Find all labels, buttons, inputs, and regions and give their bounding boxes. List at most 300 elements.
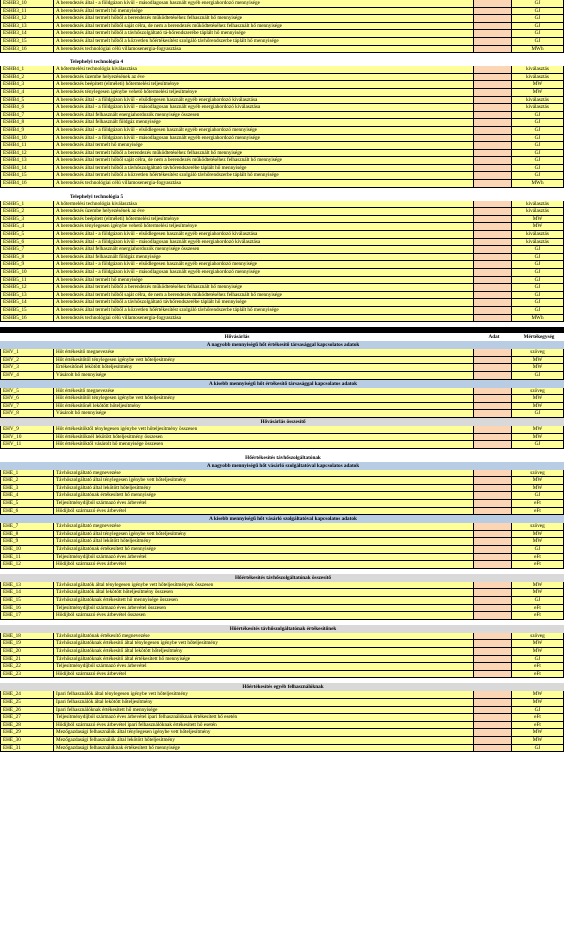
row-code: ÉSHB4_12 (0, 150, 54, 158)
data-input-cell[interactable] (474, 142, 512, 150)
data-input-cell[interactable] (474, 127, 512, 135)
row-description: A berendezés technológiai célú villamosenergia-fogyasztása (54, 315, 474, 323)
row-code: ÉHÉ_24 (0, 691, 54, 699)
table-row (0, 737, 564, 745)
section-title (0, 58, 564, 66)
row-code: ÉSHB4_9 (0, 127, 54, 135)
data-input-cell[interactable] (474, 722, 512, 730)
row-description: Hőt értékesítőknél lekötött hőteljesítmény összesen (54, 434, 474, 442)
row-description: A berendezés által - a földgázon kívül - másodlagosan használt egyéb energiahordozó kiválasztása (54, 104, 474, 112)
row-unit: GJ (512, 269, 564, 277)
data-input-cell[interactable] (474, 729, 512, 737)
row-description: Teljesítménydíjból származó éves árbevétel (54, 554, 474, 562)
row-code: ÉSHB5_9 (0, 261, 54, 269)
data-input-cell[interactable] (474, 477, 512, 485)
row-unit: eFt (512, 663, 564, 671)
row-unit: GJ (512, 261, 564, 269)
row-description: Hőt értékesítőnél lekötött hőteljesítmény (54, 403, 474, 411)
data-input-cell[interactable] (474, 714, 512, 722)
table-row (0, 172, 564, 180)
band-title-text: A kisebb mennyiségű hőt vásárló szolgáltatóval kapcsolatos adatok (209, 516, 357, 523)
row-code: ÉHÉ_27 (0, 714, 54, 722)
data-input-cell[interactable] (474, 231, 512, 239)
section-title-text: Telephelyi technológia 4 (70, 59, 124, 66)
table-row (0, 589, 564, 597)
row-description: Távhőszolgáltató által lekötött hőteljesítmény (54, 485, 474, 493)
band-title (0, 341, 564, 349)
row-unit: eFt (512, 605, 564, 613)
row-code: ÉSHB5_10 (0, 269, 54, 277)
row-description: A berendezés által termelt hő mennyisége (54, 8, 474, 16)
data-input-cell[interactable] (474, 172, 512, 180)
table-row (0, 30, 564, 38)
data-input-cell[interactable] (474, 246, 512, 254)
data-input-cell[interactable] (474, 605, 512, 613)
row-description: Ipari felhasználók által lekötött hőteljesítmény (54, 699, 474, 707)
row-description: A berendezés által - a földgázon kívül - elsődlegesen használt egyéb energiahordozó kiválasztása (54, 97, 474, 105)
row-code: ÉHÉ_23 (0, 671, 54, 679)
table-row (0, 410, 564, 418)
data-input-cell[interactable] (474, 119, 512, 127)
row-unit: eFt (512, 554, 564, 562)
data-input-cell[interactable] (474, 8, 512, 16)
data-input-cell[interactable] (474, 307, 512, 315)
row-unit: szöveg (512, 349, 564, 357)
row-unit: MW (512, 699, 564, 707)
row-description: A berendezés által - a földgázon kívül - elsődlegesen használt egyéb energiahordozó mennyisége (54, 127, 474, 135)
data-input-cell[interactable] (474, 485, 512, 493)
table-row (0, 81, 564, 89)
row-description: Értékesítőnél lekötött hőteljesítmény (54, 364, 474, 372)
row-code: ÉHÉ_9 (0, 538, 54, 546)
row-description: A berendezés által termelt hőből a közvetlen hőértékesítést szolgáló távhőrendszerbe táplált hő mennyisége (54, 172, 474, 180)
row-unit: szöveg (512, 388, 564, 396)
data-input-cell[interactable] (474, 30, 512, 38)
row-unit: GJ (512, 0, 564, 8)
row-description: A berendezés által felhasznált energiahordozók mennyisége összesen (54, 246, 474, 254)
table-row (0, 216, 564, 224)
row-unit: szöveg (512, 633, 564, 641)
data-input-cell[interactable] (474, 315, 512, 323)
band-title-text: A kisebb mennyiségű hőt értékesítő társasággal kapcsolatos adatok (209, 380, 357, 387)
row-unit: MW (512, 395, 564, 403)
row-description: Hőt értékesítő megnevezése (54, 349, 474, 357)
data-input-cell[interactable] (474, 277, 512, 285)
row-code: ÉHÉ_3 (0, 485, 54, 493)
row-unit: MW (512, 434, 564, 442)
table-row (0, 104, 564, 112)
row-description: Távhőszolgáltatóknak értékesítő által ténylegesen igénybe vett hőteljesítmény (54, 640, 474, 648)
table-row (0, 349, 564, 357)
row-code: ÉHÉ_14 (0, 589, 54, 597)
row-code: ÉHV_9 (0, 426, 54, 434)
row-code: ÉHÉ_13 (0, 582, 54, 590)
row-description: Hődíjból származó éves árbevétel (54, 508, 474, 516)
row-unit: eFt (512, 500, 564, 508)
row-description: Távhőszolgáltatónak értékesített hő mennyisége (54, 546, 474, 554)
table-row (0, 246, 564, 254)
table-row (0, 239, 564, 247)
row-description: A berendezés technológiai célú villamosenergia-fogyasztása (54, 180, 474, 188)
row-unit: GJ (512, 597, 564, 605)
data-input-cell[interactable] (474, 395, 512, 403)
row-description: A berendezés által - a földgázon kívül - másodlagosan használt egyéb energiahordozó mennyisége (54, 135, 474, 143)
row-description: A berendezés által termelt hőből a berendezés működtetéséhez felhasznált hő mennyisége (54, 150, 474, 158)
data-input-cell[interactable] (474, 364, 512, 372)
table-row (0, 292, 564, 300)
row-unit: MWh (512, 180, 564, 188)
table-row (0, 364, 564, 372)
data-input-cell[interactable] (474, 292, 512, 300)
row-description: Vásárolt hő mennyisége (54, 372, 474, 380)
row-description: A berendezés által - a földgázon kívül - elsődlegesen használt egyéb energiahordozó kiválasztása (54, 231, 474, 239)
table-row (0, 612, 564, 620)
row-unit: eFt (512, 714, 564, 722)
data-input-cell[interactable] (474, 538, 512, 546)
row-code: ÉHV_2 (0, 357, 54, 365)
row-description: A berendezés által termelt hőből saját célra, de nem a berendezés működtetéséhez felhasznált hő mennyisége (54, 23, 474, 31)
data-input-cell[interactable] (474, 208, 512, 216)
table-row (0, 208, 564, 216)
data-input-cell[interactable] (474, 441, 512, 449)
row-code: ÉHV_6 (0, 395, 54, 403)
row-code: ÉSHB4_14 (0, 165, 54, 173)
table-row (0, 89, 564, 97)
data-input-cell[interactable] (474, 357, 512, 365)
row-unit: eFt (512, 612, 564, 620)
row-unit: MW (512, 648, 564, 656)
table-row (0, 284, 564, 292)
row-unit: GJ (512, 546, 564, 554)
row-code: ÉHV_10 (0, 434, 54, 442)
row-unit: eFt (512, 508, 564, 516)
table-row (0, 165, 564, 173)
data-input-cell[interactable] (474, 0, 512, 8)
row-unit: GJ (512, 441, 564, 449)
row-description: A berendezés által termelt hőből a berendezés működtetéséhez felhasznált hő mennyisége (54, 15, 474, 23)
row-description: A berendezés által termelt hő mennyisége (54, 277, 474, 285)
row-description: A berendezés technológiai célú villamosenergia-fogyasztása (54, 46, 474, 54)
row-description: Távhőszolgáltató által ténylegesen igénybe vett hőteljesítmény (54, 531, 474, 539)
row-code: ÉHÉ_4 (0, 492, 54, 500)
row-unit: GJ (512, 307, 564, 315)
data-input-cell[interactable] (474, 699, 512, 707)
row-description: A berendezés ténylegesen igénybe vehető hőtermelési teljesítménye (54, 223, 474, 231)
table-row (0, 201, 564, 209)
row-code: ÉSHB3_13 (0, 23, 54, 31)
row-code: ÉSHB4_4 (0, 89, 54, 97)
row-description: A berendezés által termelt hőből saját célra, de nem a berendezés működtetéséhez felhasznált hő mennyisége (54, 157, 474, 165)
table-row (0, 707, 564, 715)
row-description: Hőt értékesítőtől ténylegesen igénybe vett hőteljesítmény (54, 357, 474, 365)
section-title (0, 454, 564, 462)
row-unit: MW (512, 216, 564, 224)
data-input-cell[interactable] (474, 372, 512, 380)
row-unit: szöveg (512, 470, 564, 478)
row-unit: kiválasztás (512, 74, 564, 82)
data-input-cell[interactable] (474, 671, 512, 679)
data-input-cell[interactable] (474, 201, 512, 209)
data-input-cell[interactable] (474, 239, 512, 247)
row-code: ÉHÉ_7 (0, 523, 54, 531)
row-code: ÉHÉ_31 (0, 745, 54, 753)
row-unit: GJ (512, 292, 564, 300)
row-unit: GJ (512, 246, 564, 254)
table-row (0, 0, 564, 8)
data-input-cell[interactable] (474, 434, 512, 442)
row-description: Teljesítménydíjból származó éves árbevétel összesen (54, 605, 474, 613)
row-description: A hőtermelési technológia kiválasztása (54, 201, 474, 209)
table-row (0, 633, 564, 641)
table-row (0, 395, 564, 403)
row-description: A berendezés által termelt hőből a távhőszolgáltató távhőrendszerébe táplált hő mennyisége (54, 165, 474, 173)
table-row (0, 485, 564, 493)
row-description: Távhőszolgáltató által lekötött hőteljesítmény (54, 538, 474, 546)
data-input-cell[interactable] (474, 561, 512, 569)
summary-title-text: Hőértékesítés egyéb felhasználóknak (242, 684, 324, 691)
row-description: A berendezés által - a földgázon kívül - másodlagosan használt egyéb energiahordozó kiválasztása (54, 239, 474, 247)
data-input-cell[interactable] (474, 66, 512, 74)
row-description: A berendezés által termelt hőből a közvetlen hőértékesítést szolgáló távhőrendszerbe táplált hő mennyisége (54, 307, 474, 315)
row-unit: eFt (512, 671, 564, 679)
row-code: ÉHV_7 (0, 403, 54, 411)
data-input-cell[interactable] (474, 508, 512, 516)
summary-title-text: Hővásárlás összesítő (260, 418, 306, 425)
data-input-cell[interactable] (474, 284, 512, 292)
table-row (0, 538, 564, 546)
row-code: ÉSHB5_7 (0, 246, 54, 254)
data-input-cell[interactable] (474, 38, 512, 46)
data-input-cell[interactable] (474, 81, 512, 89)
data-input-cell[interactable] (474, 23, 512, 31)
row-code: ÉSHB5_3 (0, 216, 54, 224)
row-description: Távhőszolgáltatók által ténylegesen igénybe vett hőteljesítmények összesen (54, 582, 474, 590)
table-row (0, 582, 564, 590)
row-unit: GJ (512, 23, 564, 31)
row-code: ÉHÉ_26 (0, 707, 54, 715)
row-unit: GJ (512, 410, 564, 418)
data-input-cell[interactable] (474, 104, 512, 112)
data-input-cell[interactable] (474, 150, 512, 158)
data-input-cell[interactable] (474, 582, 512, 590)
data-input-cell[interactable] (474, 470, 512, 478)
row-code: ÉSHB3_10 (0, 0, 54, 8)
row-code: ÉHÉ_6 (0, 508, 54, 516)
data-input-cell[interactable] (474, 648, 512, 656)
table-row (0, 648, 564, 656)
row-unit: MW (512, 691, 564, 699)
data-input-cell[interactable] (474, 403, 512, 411)
row-unit: GJ (512, 157, 564, 165)
band-title (0, 515, 564, 523)
table-row (0, 508, 564, 516)
table-row (0, 403, 564, 411)
data-input-cell[interactable] (474, 349, 512, 357)
row-description: Távhőszolgáltató által ténylegesen igénybe vett hőteljesítmény (54, 477, 474, 485)
row-code: ÉHÉ_29 (0, 729, 54, 737)
row-description: Távhőszolgáltató megnevezése (54, 470, 474, 478)
summary-title (0, 574, 564, 582)
row-description: Teljesítménydíjból származó éves árbevétel ipari felhasználóknak értékesített hő esetén (54, 714, 474, 722)
row-unit: GJ (512, 112, 564, 120)
summary-title (0, 418, 564, 426)
row-description: Távhőszolgáltatóknak értékesített hő mennyisége összesen (54, 597, 474, 605)
row-code: ÉSHB5_8 (0, 254, 54, 262)
data-input-cell[interactable] (474, 656, 512, 664)
header-unit: Mértékegység (523, 334, 555, 341)
table-row (0, 531, 564, 539)
data-input-cell[interactable] (474, 500, 512, 508)
row-code: ÉHV_1 (0, 349, 54, 357)
row-code: ÉHÉ_18 (0, 633, 54, 641)
row-unit: MWh (512, 315, 564, 323)
column-header (0, 333, 564, 341)
row-description: A berendezés által felhasznált energiahordozók mennyisége összesen (54, 112, 474, 120)
data-input-cell[interactable] (474, 112, 512, 120)
data-input-cell[interactable] (474, 633, 512, 641)
row-description: A hőtermelési technológia kiválasztása (54, 66, 474, 74)
band-title (0, 462, 564, 470)
data-input-cell[interactable] (474, 97, 512, 105)
data-input-cell[interactable] (474, 640, 512, 648)
data-input-cell[interactable] (474, 554, 512, 562)
data-input-cell[interactable] (474, 299, 512, 307)
data-input-cell[interactable] (474, 745, 512, 753)
row-unit: MW (512, 223, 564, 231)
data-input-cell[interactable] (474, 492, 512, 500)
row-code: ÉSHB5_15 (0, 307, 54, 315)
row-code: ÉSHB3_12 (0, 15, 54, 23)
table-row (0, 135, 564, 143)
data-input-cell[interactable] (474, 135, 512, 143)
row-code: ÉSHB5_2 (0, 208, 54, 216)
data-input-cell[interactable] (474, 269, 512, 277)
data-input-cell[interactable] (474, 612, 512, 620)
data-input-cell[interactable] (474, 15, 512, 23)
row-unit: GJ (512, 656, 564, 664)
row-unit: kiválasztás (512, 231, 564, 239)
row-code: ÉSHB4_11 (0, 142, 54, 150)
data-input-cell[interactable] (474, 216, 512, 224)
table-row (0, 500, 564, 508)
data-input-cell[interactable] (474, 531, 512, 539)
row-description: Távhőszolgáltatónak értékesítő megnevezése (54, 633, 474, 641)
data-input-cell[interactable] (474, 254, 512, 262)
data-input-cell[interactable] (474, 737, 512, 745)
summary-title (0, 625, 564, 633)
data-input-cell[interactable] (474, 410, 512, 418)
row-unit: MW (512, 364, 564, 372)
data-input-cell[interactable] (474, 89, 512, 97)
row-code: ÉSHB4_3 (0, 81, 54, 89)
row-code: ÉSHB3_16 (0, 46, 54, 54)
table-row (0, 66, 564, 74)
row-description: A berendezés által felhasznált földgáz mennyisége (54, 254, 474, 262)
row-unit: GJ (512, 745, 564, 753)
row-code: ÉSHB5_13 (0, 292, 54, 300)
table-row (0, 261, 564, 269)
table-row (0, 605, 564, 613)
row-description: A berendezés üzembe helyezésének az éve (54, 208, 474, 216)
row-code: ÉSHB3_15 (0, 38, 54, 46)
row-description: A berendezés által termelt hőből a közvetlen hőértékesítést szolgáló távhőrendszerbe táplált hő mennyisége (54, 38, 474, 46)
data-input-cell[interactable] (474, 597, 512, 605)
table-row (0, 357, 564, 365)
table-row (0, 15, 564, 23)
row-unit: MW (512, 589, 564, 597)
row-code: ÉHÉ_2 (0, 477, 54, 485)
table-row (0, 640, 564, 648)
data-input-cell[interactable] (474, 74, 512, 82)
row-code: ÉHV_8 (0, 410, 54, 418)
data-input-cell[interactable] (474, 523, 512, 531)
data-input-cell[interactable] (474, 223, 512, 231)
row-description: Mezőgazdasági felhasználók által lekötött hőteljesítmény (54, 737, 474, 745)
row-code: ÉSHB5_11 (0, 277, 54, 285)
row-code: ÉHÉ_1 (0, 470, 54, 478)
row-description: Teljesítménydíjból származó éves árbevétel (54, 500, 474, 508)
row-code: ÉSHB4_5 (0, 97, 54, 105)
row-description: A berendezés beépített (elméleti) hőtermelési teljesítménye (54, 216, 474, 224)
table-row (0, 691, 564, 699)
data-input-cell[interactable] (474, 426, 512, 434)
row-code: ÉSHB5_14 (0, 299, 54, 307)
data-input-cell[interactable] (474, 691, 512, 699)
row-code: ÉSHB3_11 (0, 8, 54, 16)
summary-title-text: Hőértékesítés távhőszolgáltatónak értékesítőnek (229, 625, 337, 632)
row-code: ÉHV_4 (0, 372, 54, 380)
row-code: ÉSHB4_6 (0, 104, 54, 112)
row-unit: kiválasztás (512, 104, 564, 112)
table-row (0, 23, 564, 31)
data-input-cell[interactable] (474, 46, 512, 54)
table-row (0, 729, 564, 737)
row-unit: GJ (512, 165, 564, 173)
data-input-cell[interactable] (474, 165, 512, 173)
data-input-cell[interactable] (474, 180, 512, 188)
row-unit: MW (512, 357, 564, 365)
data-input-cell[interactable] (474, 707, 512, 715)
table-row (0, 523, 564, 531)
summary-title (0, 683, 564, 691)
summary-title-text: Hőértékesítés távhőszolgáltatónak összesítő (235, 574, 331, 581)
row-unit: MW (512, 403, 564, 411)
table-row (0, 714, 564, 722)
data-input-cell[interactable] (474, 589, 512, 597)
row-code: ÉSHB4_16 (0, 180, 54, 188)
row-description: A berendezés által termelt hőből saját célra, de nem a berendezés működtetéséhez felhasznált hő mennyisége (54, 292, 474, 300)
row-code: ÉSHB4_10 (0, 135, 54, 143)
row-unit: GJ (512, 299, 564, 307)
table-row (0, 223, 564, 231)
table-row (0, 157, 564, 165)
section-title-text: Telephelyi technológia 5 (70, 193, 124, 200)
row-unit: GJ (512, 284, 564, 292)
row-description: A berendezés által termelt hőből a berendezés működtetéséhez felhasznált hő mennyisége (54, 284, 474, 292)
header-data: Adat (488, 334, 500, 341)
data-input-cell[interactable] (474, 663, 512, 671)
row-unit: MW (512, 737, 564, 745)
header-title: Hővásárlás (224, 334, 250, 341)
data-input-cell[interactable] (474, 546, 512, 554)
row-description: A berendezés által termelt hő mennyisége (54, 142, 474, 150)
table-row (0, 119, 564, 127)
row-unit: MW (512, 582, 564, 590)
row-unit: GJ (512, 492, 564, 500)
data-input-cell[interactable] (474, 388, 512, 396)
data-input-cell[interactable] (474, 157, 512, 165)
data-input-cell[interactable] (474, 261, 512, 269)
